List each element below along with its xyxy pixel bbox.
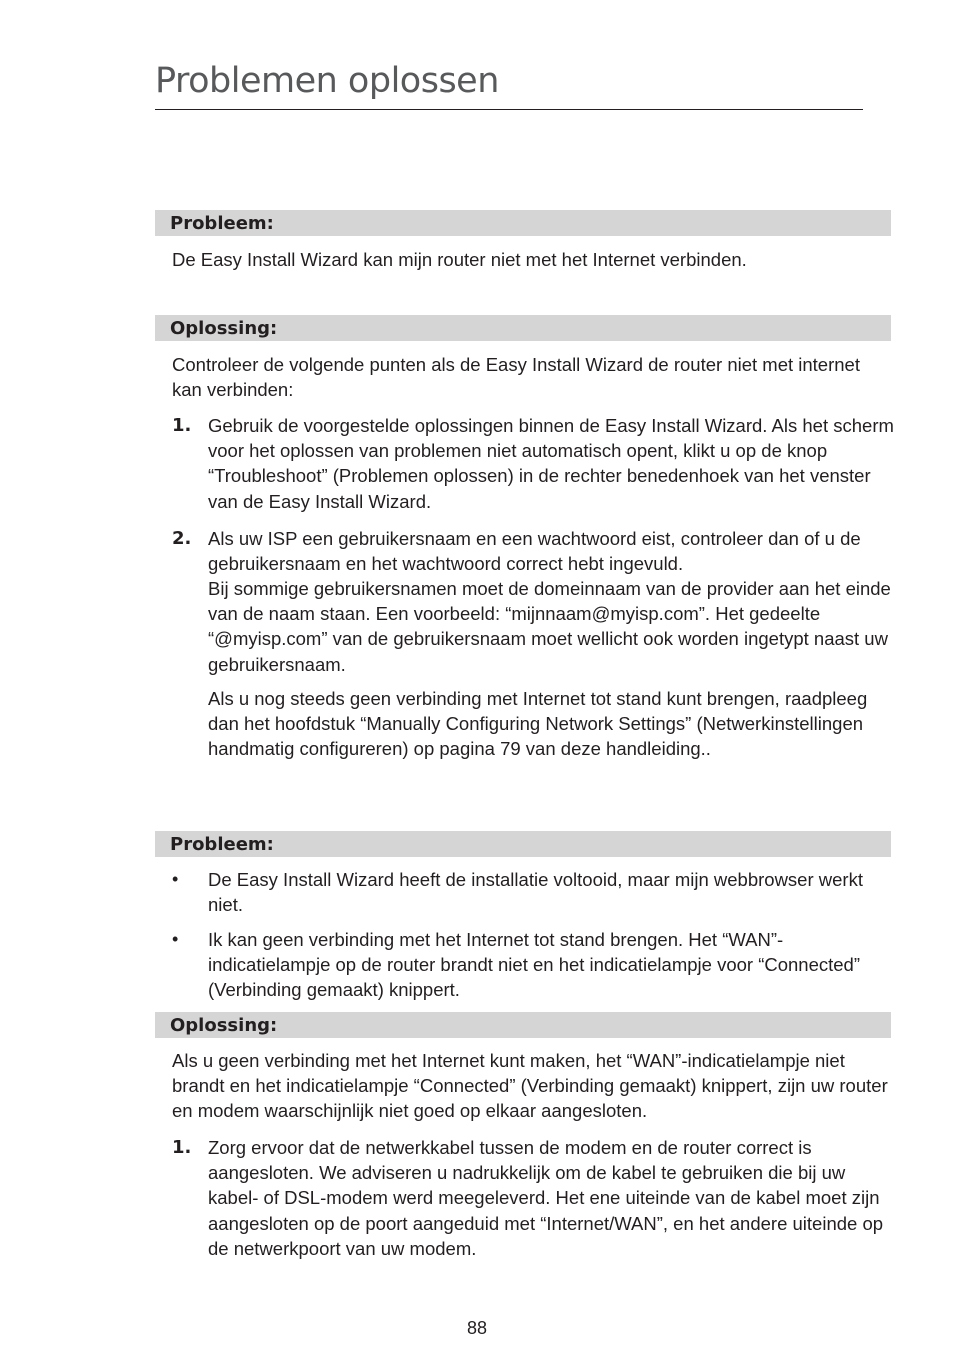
step-number: 1. <box>172 415 192 436</box>
problem-description: De Easy Install Wizard kan mijn router niet met het Internet verbinden. <box>172 249 747 270</box>
problem-heading: Probleem: <box>170 213 274 234</box>
problem-heading: Probleem: <box>170 834 274 855</box>
step-number: 2. <box>172 528 192 549</box>
problem-heading-bar <box>155 831 891 857</box>
bullet-text: Ik kan geen verbinding met het Internet tot stand brengen. Het “WAN”-indicatielampje op de router brandt niet en het indicatielampje voor “Connected” (Verbinding gemaakt) knippert. <box>208 929 860 1001</box>
page-title: Problemen oplossen <box>155 61 499 101</box>
solution-intro: Controleer de volgende punten als de Easy Install Wizard de router niet met internet kan verbinden: <box>172 354 860 401</box>
solution-heading: Oplossing: <box>170 1015 278 1036</box>
step-text: Als uw ISP een gebruikersnaam en een wachtwoord eist, controleer dan of u de gebruikersnaam en het wachtwoord correct hebt ingevuld. <box>208 528 861 575</box>
bullet-symbol: • <box>172 929 179 949</box>
step-number: 1. <box>172 1137 192 1158</box>
solution-heading-bar <box>155 315 891 341</box>
page-number: 88 <box>466 1318 488 1338</box>
step-text: Zorg ervoor dat de netwerkkabel tussen de modem en de router correct is aangesloten. We adviseren u nadrukkelijk om de kabel te gebruiken die bij uw kabel- of DSL-modem werd meegeleverd. Het ene uiteinde van de kabel moet zijn aangesloten op de poort aangeduid met “Internet/WAN”, en het andere uiteinde op de netwerkpoort van uw modem. <box>208 1137 884 1259</box>
bullet-symbol: • <box>172 869 179 889</box>
step-text: Gebruik de voorgestelde oplossingen binnen de Easy Install Wizard. Als het scherm voor het oplossen van problemen niet automatisch opent, klikt u op de knop “Troubleshoot” (Problemen oplossen) in de rechter benedenhoek van het venster van de Easy Install Wizard. <box>208 415 894 512</box>
solution-intro: Als u geen verbinding met het Internet kunt maken, het “WAN”-indicatielampje niet brandt en het indicatielampje “Connected” (Verbinding gemaakt) knippert, zijn uw router en modem waarschijnlijk niet goed op elkaar aangesloten. <box>172 1050 888 1122</box>
title-divider <box>155 109 863 110</box>
bullet-text: De Easy Install Wizard heeft de installatie voltooid, maar mijn webbrowser werkt niet. <box>208 869 863 916</box>
problem-heading-bar <box>155 210 891 236</box>
step-note: Als u nog steeds geen verbinding met Internet tot stand kunt brengen, raadpleeg dan het hoofdstuk “Manually Configuring Network Settings” (Netwerkinstellingen handmatig configureren) op pagina 79 van deze handleiding.. <box>208 688 868 760</box>
solution-heading-bar <box>155 1012 891 1038</box>
step-text-extra: Bij sommige gebruikersnamen moet de domeinnaam van de provider aan het einde van de naam staan. Een voorbeeld: “mijnnaam@myisp.com”. Het gedeelte “@myisp.com” van de gebruikersnaam moet wellicht ook worden ingetypt naast uw gebruikersnaam. <box>208 578 891 675</box>
solution-heading: Oplossing: <box>170 318 278 339</box>
